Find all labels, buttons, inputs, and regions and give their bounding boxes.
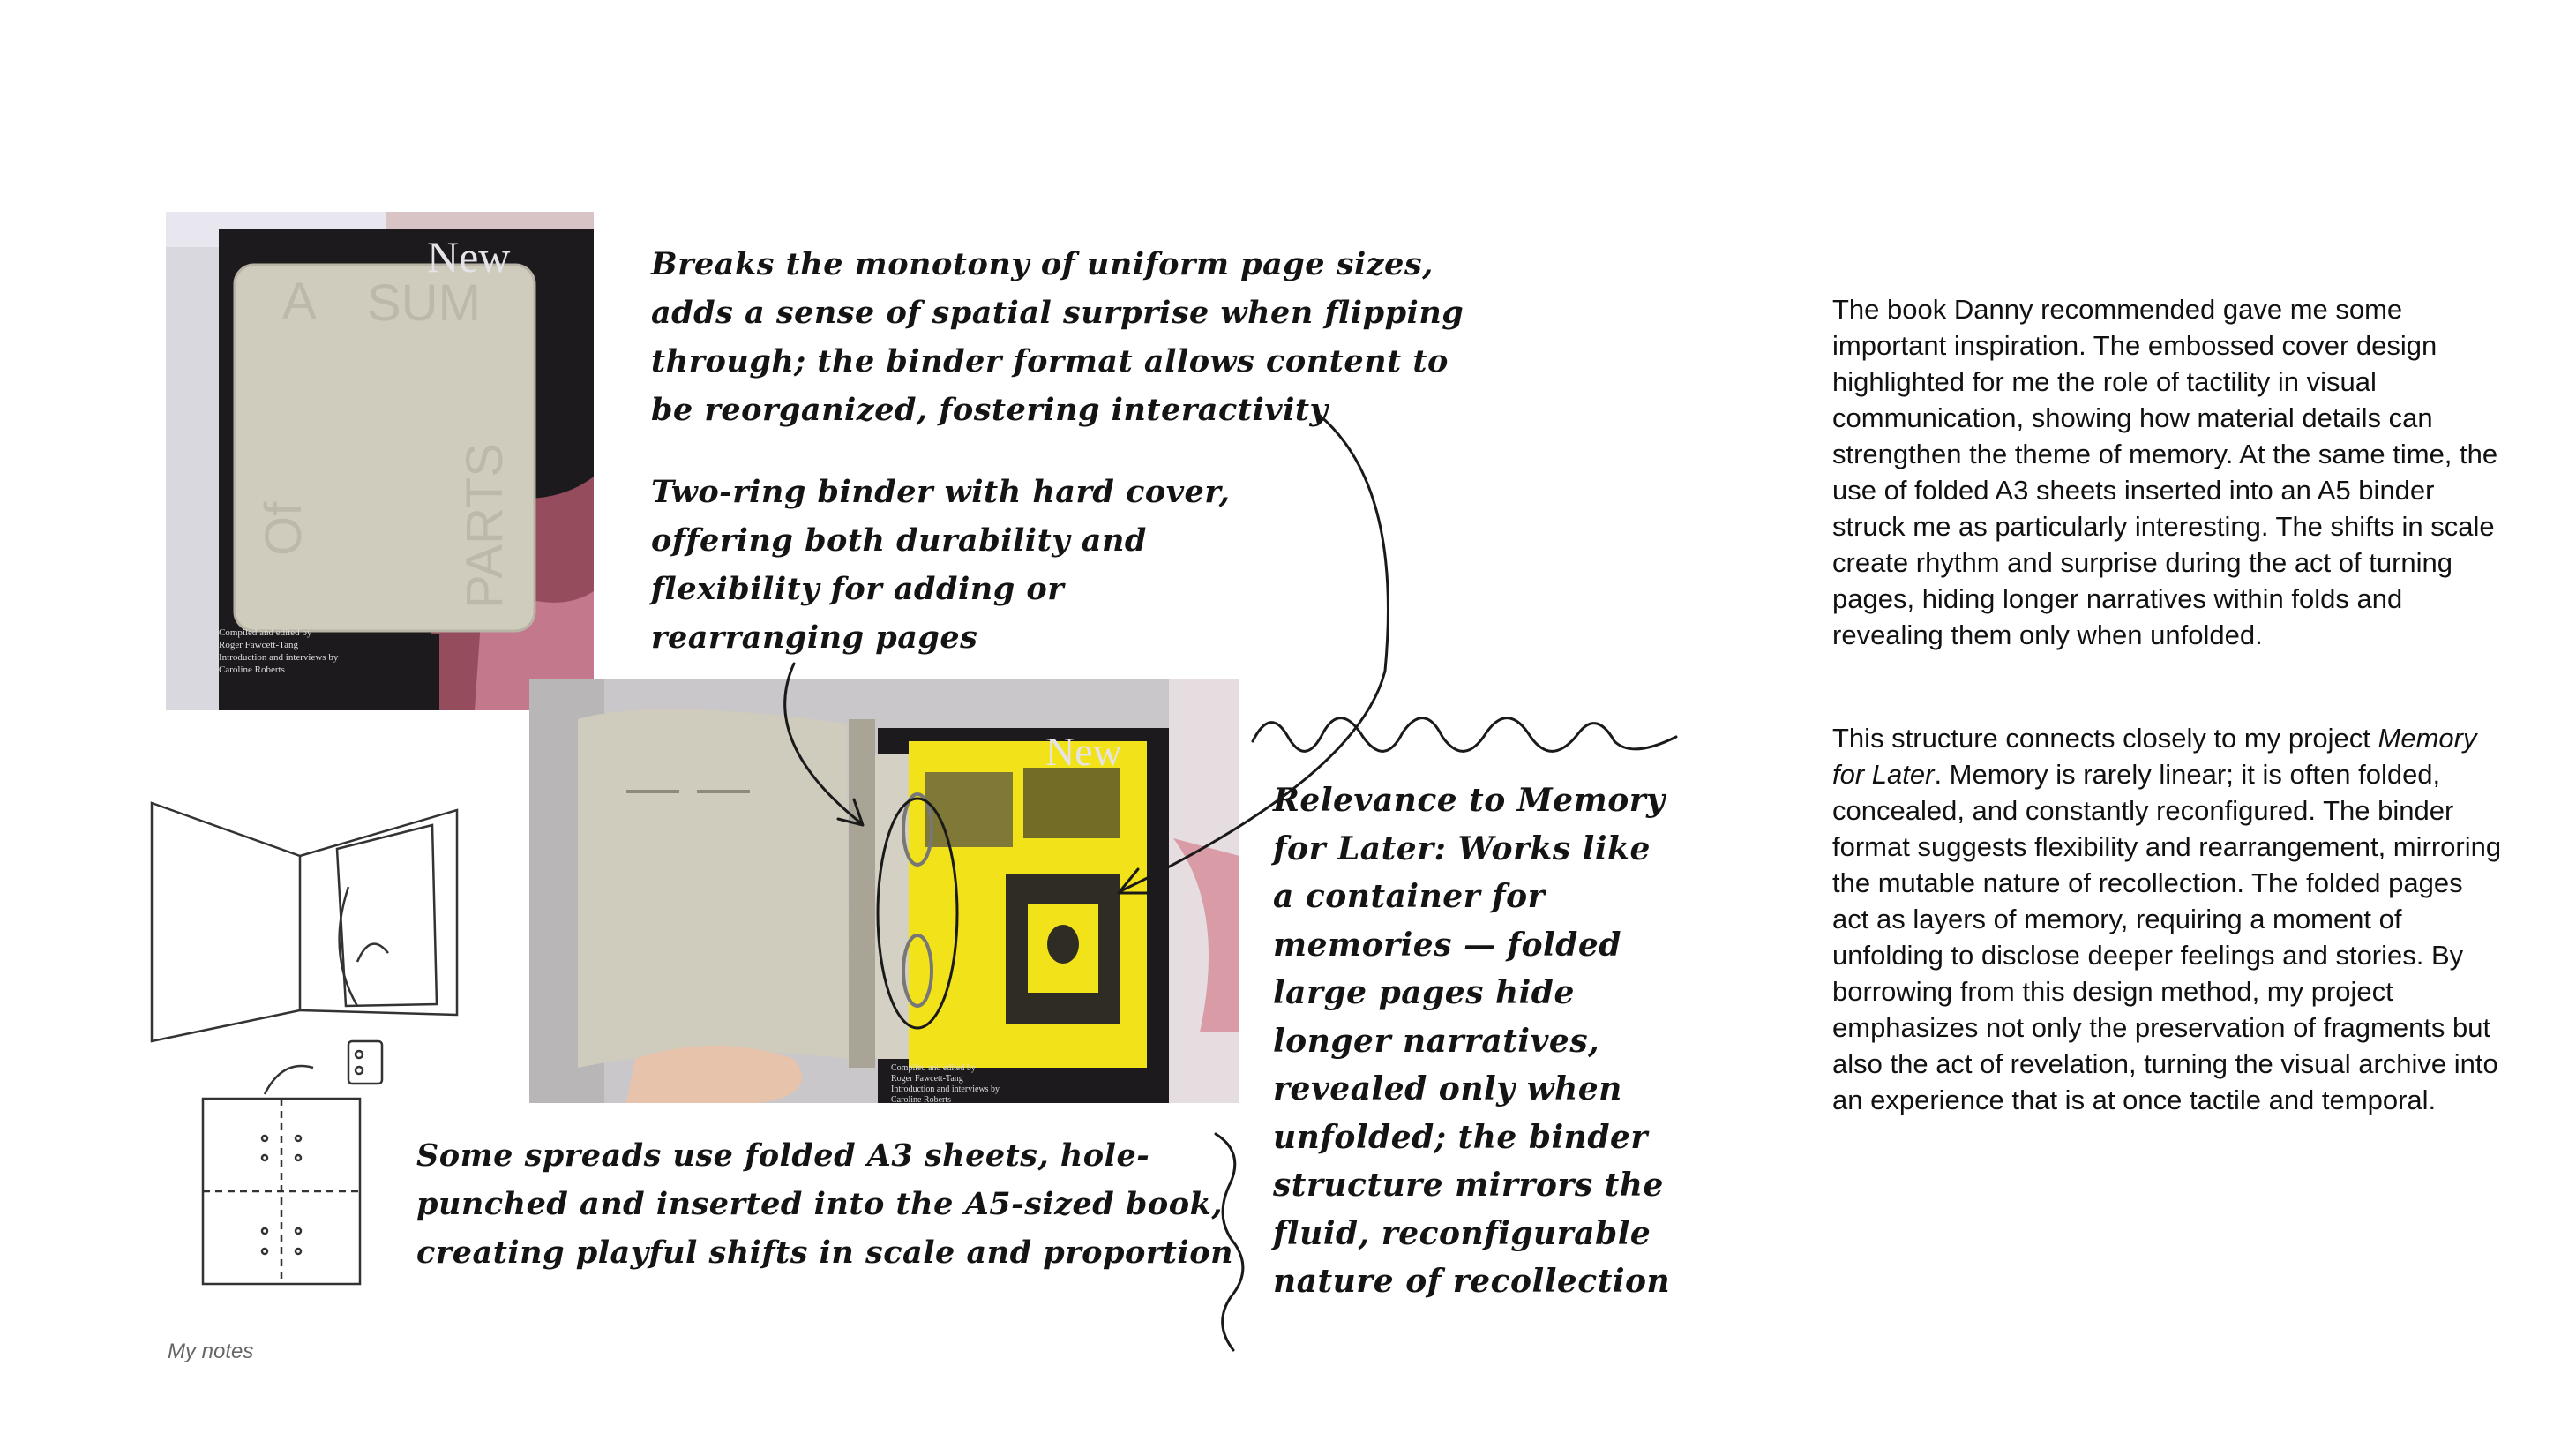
note-line: nature of recollection: [1273, 1263, 1671, 1300]
cover-credit-line: Roger Fawcett-Tang: [219, 640, 298, 650]
bracket-squiggle: [1216, 1134, 1243, 1350]
note-line: for Later: Works like: [1273, 829, 1651, 867]
open-book-sketch: [152, 803, 457, 1094]
note-line: unfolded; the binder: [1273, 1118, 1648, 1156]
note-line: flexibility for adding or: [651, 571, 1065, 607]
cover-title-sum: SUM: [367, 274, 481, 332]
cover-title-parts: PARTS: [456, 442, 513, 609]
note-line: Some spreads use folded A3 sheets, hole-: [416, 1137, 1150, 1174]
note-line: be reorganized, fostering interactivity: [651, 392, 1329, 428]
open-credit-line: Introduction and interviews by: [891, 1084, 1000, 1094]
project-title: Memory for Later: [1832, 723, 2477, 790]
note-line: rearranging pages: [651, 619, 978, 656]
prose-text-2: [1832, 720, 2503, 1118]
note-line: adds a sense of spatial surprise when flipping: [651, 295, 1464, 331]
cover-credit-line: Caroline Roberts: [219, 664, 285, 675]
note-line: offering both durability and: [651, 522, 1147, 559]
prose-rest: . Memory is rarely linear; it is often folded, concealed, and constantly reconfigured. The binder format suggests flexibility and rearrangement, mirroring the mutable nature of recollection. The folded pages act as layers of memory, requiring a moment of unfolding to disclose deeper feelings and stories. By borrowing from this design method, my project emphasizes not only the preservation of fragments but also the act of revelation, turning the visual archive into an experience that is at once tactile and temporal.: [1832, 759, 2502, 1115]
note-line: a container for: [1273, 878, 1546, 915]
note-line: longer narratives,: [1273, 1022, 1600, 1060]
note-line: revealed only when: [1273, 1070, 1622, 1107]
note-line: through; the binder format allows content to: [651, 343, 1449, 379]
open-credit-line: Caroline Roberts: [891, 1095, 952, 1103]
ring-circle: [878, 799, 957, 1028]
note-line: creating playful shifts in scale and proportion: [416, 1235, 1234, 1271]
arrow-head: [1119, 869, 1149, 893]
open-behind-title: New: [1045, 729, 1122, 774]
note-line: punched and inserted into the A5-sized book,: [416, 1186, 1224, 1222]
prose-paragraph-1: [1832, 291, 2503, 653]
cover-credit-line: Introduction and interviews by: [219, 652, 339, 663]
prose-text: The book Danny recommended gave me some important inspiration. The embossed cover design highlighted for me the role of tactility in visual communication, showing how material details can strengthen the theme of memory. At the same time, the use of folded A3 sheets inserted into an A5 binder struck me as particularly interesting. The shifts in scale create rhythm and surprise during the act of turning pages, hiding longer narratives within folds and revealing them only when unfolded.: [1832, 294, 2498, 650]
cover-credit-line: Compiled and edited by: [219, 627, 312, 638]
cover-title-of: Of: [255, 501, 312, 556]
open-credit-line: Roger Fawcett-Tang: [891, 1074, 963, 1084]
cover-title-a: A: [282, 273, 317, 330]
prose-lead: This structure connects closely to my project: [1832, 723, 2378, 754]
arrow-curve-to-insert: [1120, 415, 1388, 891]
squiggle-line: [1253, 718, 1676, 752]
prose-paragraph-2: [1832, 720, 2503, 1118]
my-notes-caption: My notes: [168, 1340, 254, 1363]
note-line: large pages hide: [1273, 974, 1575, 1011]
note-line: fluid, reconfigurable: [1273, 1214, 1651, 1252]
note-line: structure mirrors the: [1273, 1167, 1664, 1204]
folded-sheet-sketch: [203, 1099, 360, 1284]
note-line: Relevance to Memory: [1273, 782, 1666, 819]
note-line: memories — folded: [1273, 926, 1621, 964]
cover-behind-title: New: [427, 232, 511, 281]
arrow-to-rings: [785, 664, 860, 822]
note-line: Two-ring binder with hard cover,: [651, 474, 1231, 510]
note-line: Breaks the monotony of uniform page sizes,: [651, 246, 1434, 282]
open-credit-line: Compiled and edited by: [891, 1063, 976, 1073]
